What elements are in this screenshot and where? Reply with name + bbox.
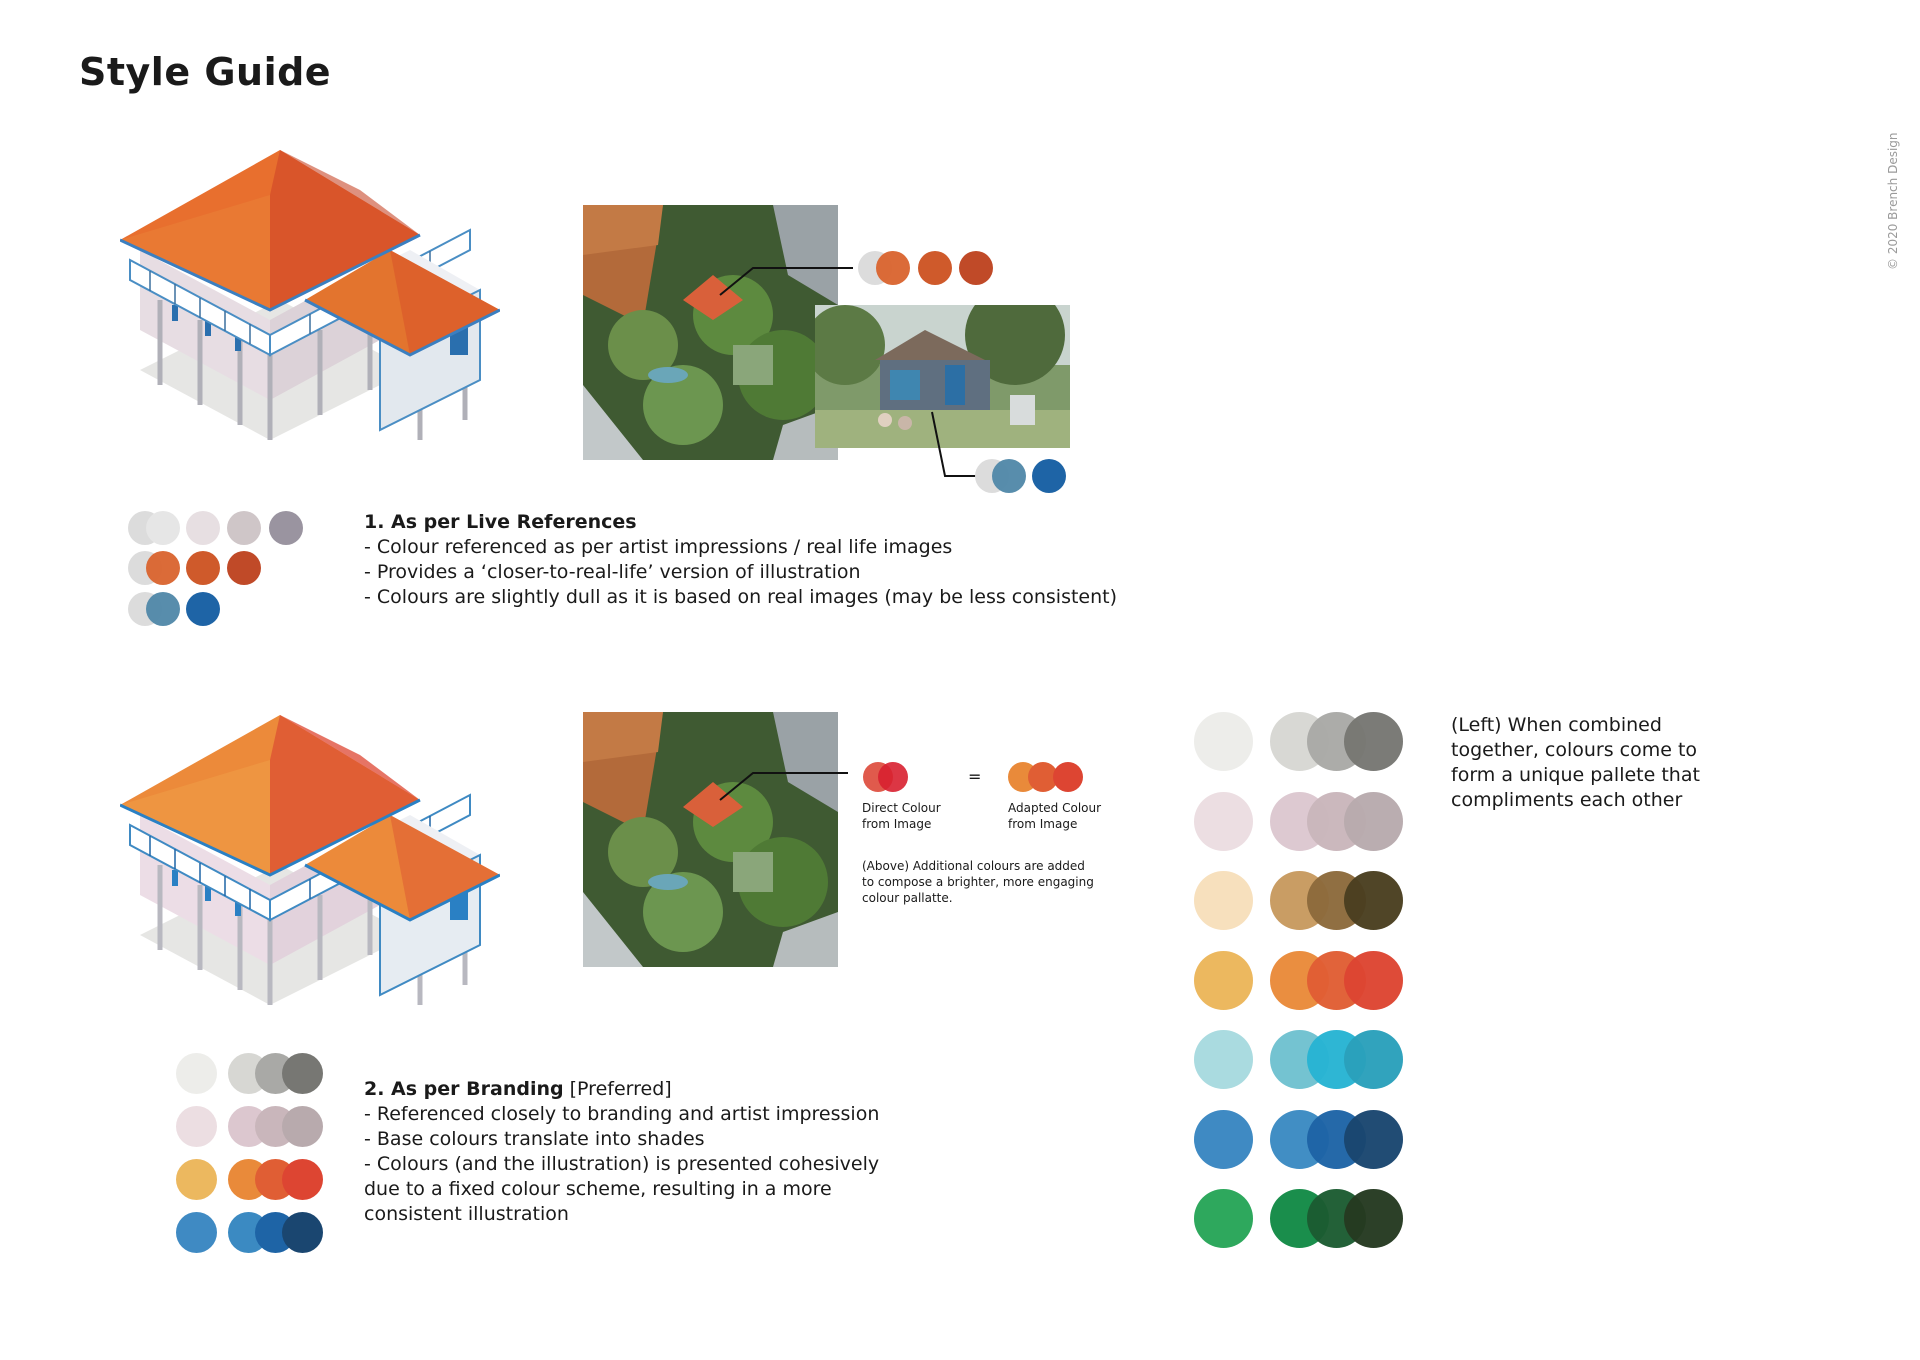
pointer-line-1 (718, 260, 858, 300)
section-1-line-3: - Colours are slightly dull as it is based on real images (may be less consistent) (364, 586, 1118, 608)
direct-swatch-2 (878, 762, 908, 792)
live-swatch-lavender (269, 511, 303, 545)
section-2-line-3: - Colours (and the illustration) is presented cohesively (364, 1153, 880, 1175)
aerial-photo-1 (583, 205, 838, 460)
branding-small-swatch (282, 1053, 323, 1094)
live-swatch-grey-b (146, 511, 180, 545)
section-2-heading-suffix: [Preferred] (563, 1078, 672, 1100)
page-title: Style Guide (79, 50, 332, 94)
house-illustration-branding (120, 715, 500, 1025)
palette-swatch (1344, 1110, 1403, 1169)
live-swatch-orange-2 (186, 551, 220, 585)
palette-swatch (1344, 871, 1403, 930)
palette-swatch (1194, 951, 1253, 1010)
adapted-swatch-3 (1053, 762, 1083, 792)
equals-sign: = (968, 767, 982, 786)
palette-note: (Left) When combined together, colours come to form a unique pallete that compliments each other (1451, 714, 1700, 811)
house-illustration-live (120, 150, 500, 460)
branding-small-swatch (282, 1106, 323, 1147)
additional-colours-note: (Above) Additional colours are added to compose a brighter, more engaging colour pallatte. (862, 859, 1094, 905)
section-2-text (364, 1077, 924, 1227)
swatch-photo-orange-1 (876, 251, 910, 285)
palette-swatch (1194, 712, 1253, 771)
palette-swatch (1194, 871, 1253, 930)
live-swatch-pink (186, 511, 220, 545)
live-swatch-orange-1 (146, 551, 180, 585)
adapted-colour-label: Adapted Colour from Image (1008, 801, 1102, 831)
section-1-text (364, 510, 1164, 610)
swatch-photo-orange-2 (918, 251, 952, 285)
palette-swatch (1194, 792, 1253, 851)
live-swatch-orange-3 (227, 551, 261, 585)
section-2-heading: 2. As per Branding (364, 1078, 564, 1100)
palette-swatch (1194, 1189, 1253, 1248)
swatch-photo-orange-3 (959, 251, 993, 285)
section-2-line-1: - Referenced closely to branding and artist impression (364, 1103, 880, 1125)
section-2-line-2: - Base colours translate into shades (364, 1128, 705, 1150)
section-2-line-5: consistent illustration (364, 1203, 569, 1225)
live-swatch-blue-1 (146, 592, 180, 626)
branding-small-swatch (176, 1159, 217, 1200)
section-1-line-2: - Provides a ‘closer-to-real-life’ version of illustration (364, 561, 861, 583)
aerial-photo-2 (583, 712, 838, 967)
palette-swatch (1344, 792, 1403, 851)
pointer-line-3 (718, 765, 858, 805)
branding-small-swatch (176, 1053, 217, 1094)
palette-swatch (1194, 1110, 1253, 1169)
swatch-photo-blue-2 (1032, 459, 1066, 493)
palette-swatch (1344, 1030, 1403, 1089)
swatch-photo-blue-1 (992, 459, 1026, 493)
live-swatch-blue-2 (186, 592, 220, 626)
section-2-line-4: due to a fixed colour scheme, resulting in a more (364, 1178, 832, 1200)
palette-swatch (1344, 951, 1403, 1010)
branding-small-swatch (176, 1106, 217, 1147)
branding-small-swatch (282, 1159, 323, 1200)
section-1-line-1: - Colour referenced as per artist impressions / real life images (364, 536, 953, 558)
section-1-heading: 1. As per Live References (364, 511, 637, 533)
palette-swatch (1344, 1189, 1403, 1248)
palette-swatch (1194, 1030, 1253, 1089)
copyright-note: © 2020 Brench Design (1886, 132, 1900, 270)
direct-colour-label: Direct Colour from Image (862, 801, 941, 831)
branding-small-swatch (176, 1212, 217, 1253)
palette-swatch (1344, 712, 1403, 771)
live-swatch-mauve (227, 511, 261, 545)
branding-small-swatch (282, 1212, 323, 1253)
